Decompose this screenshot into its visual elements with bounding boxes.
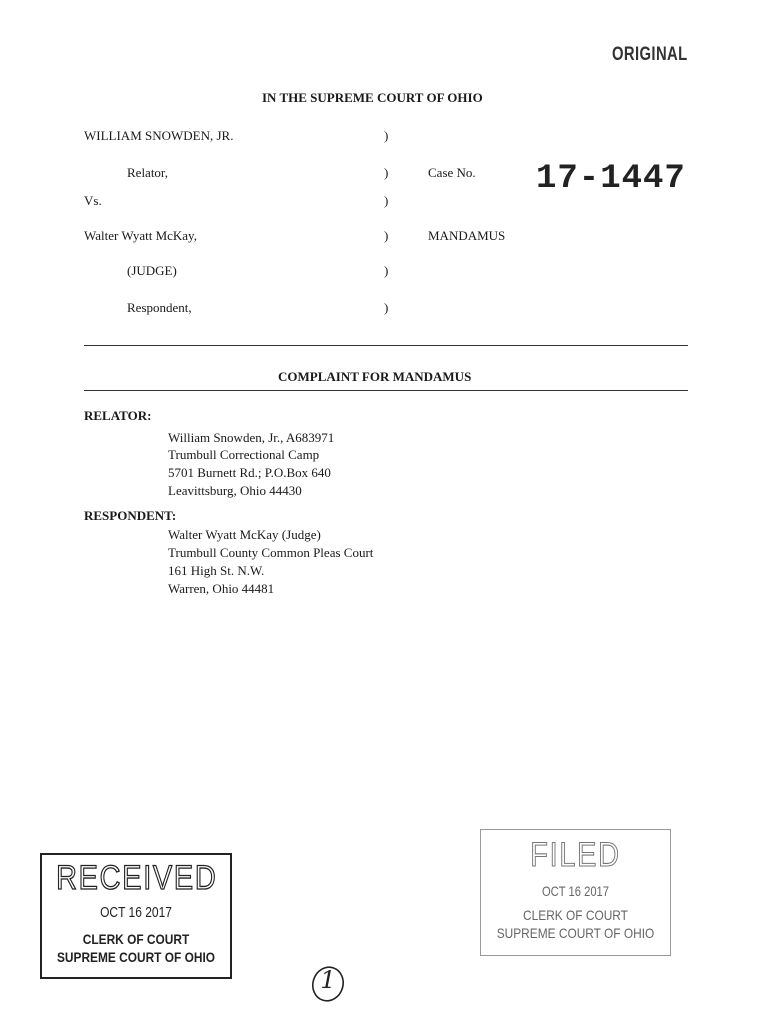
- relator-name: WILLIAM SNOWDEN, JR.: [84, 128, 234, 143]
- relator-role: Relator,: [127, 165, 168, 180]
- document-title: COMPLAINT FOR MANDAMUS: [278, 369, 472, 384]
- caption-paren: ): [384, 193, 389, 208]
- filed-stamp-court: SUPREME COURT OF OHIO: [496, 925, 655, 941]
- case-number-label: Case No.: [428, 165, 476, 180]
- respondent-address-line: Warren, Ohio 44481: [168, 581, 275, 596]
- filed-stamp-date: OCT 16 2017: [541, 883, 610, 899]
- court-title: IN THE SUPREME COURT OF OHIO: [262, 90, 483, 105]
- original-stamp: ORIGINAL: [612, 44, 688, 65]
- filed-stamp-clerk: CLERK OF COURT: [523, 907, 628, 923]
- received-stamp-word: RECEIVED: [56, 859, 218, 897]
- filed-stamp-word: FILED: [530, 836, 621, 874]
- action-type: MANDAMUS: [428, 228, 506, 243]
- relator-heading: RELATOR:: [84, 408, 152, 423]
- respondent-role: Respondent,: [127, 300, 192, 315]
- caption-paren: ): [384, 165, 389, 180]
- caption-paren: ): [384, 300, 389, 315]
- divider-top: [84, 345, 688, 346]
- relator-address-line: Trumbull Correctional Camp: [168, 447, 320, 462]
- respondent-title: (JUDGE): [127, 263, 177, 278]
- respondent-address-line: Trumbull County Common Pleas Court: [168, 545, 374, 560]
- respondent-name: Walter Wyatt McKay,: [84, 228, 197, 243]
- caption-paren: ): [384, 263, 389, 278]
- caption-paren: ): [384, 128, 389, 143]
- respondent-heading: RESPONDENT:: [84, 508, 177, 523]
- filed-stamp: [480, 829, 671, 956]
- caption-paren: ): [384, 228, 389, 243]
- received-stamp: [40, 853, 232, 979]
- page-number-text: 1: [320, 966, 336, 994]
- relator-address-line: Leavittsburg, Ohio 44430: [168, 483, 302, 498]
- versus-label: Vs.: [84, 193, 102, 208]
- received-stamp-date: OCT 16 2017: [100, 904, 172, 921]
- received-stamp-court: SUPREME COURT OF OHIO: [56, 949, 216, 965]
- divider-bottom: [84, 390, 688, 391]
- case-number: 17-1447: [536, 160, 686, 198]
- page-number: [310, 964, 346, 1004]
- received-stamp-clerk: CLERK OF COURT: [82, 931, 190, 947]
- respondent-address-line: Walter Wyatt McKay (Judge): [168, 527, 321, 542]
- respondent-address-line: 161 High St. N.W.: [168, 563, 265, 578]
- relator-address-line: 5701 Burnett Rd.; P.O.Box 640: [168, 465, 331, 480]
- relator-address-line: William Snowden, Jr., A683971: [168, 430, 335, 445]
